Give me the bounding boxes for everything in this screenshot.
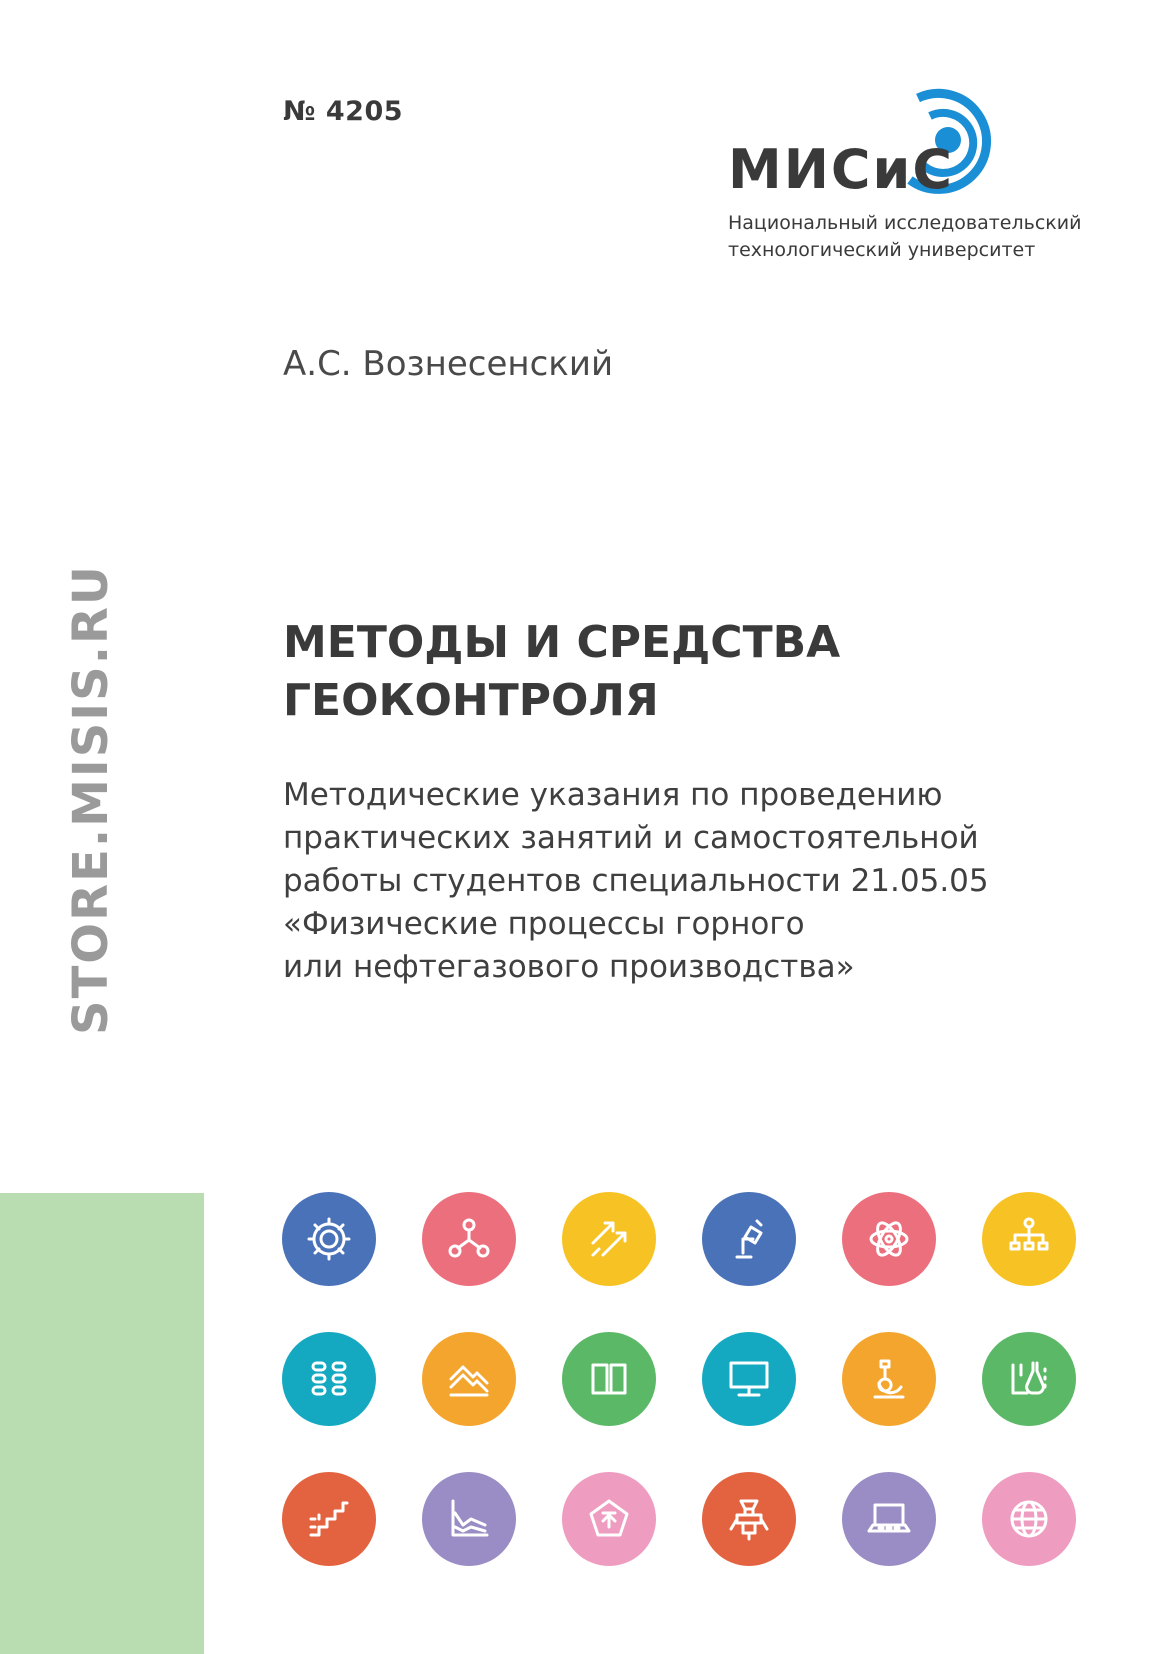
subtitle-line: «Физические процессы горного: [283, 906, 805, 942]
subtitle-line: работы студентов специальности 21.05.05: [283, 863, 989, 899]
logo-subtitle-line: Национальный исследовательский: [728, 212, 1082, 234]
chart-icon: [422, 1472, 516, 1566]
book-icon: [562, 1332, 656, 1426]
side-text: STORE.MISIS.RU: [63, 564, 119, 1035]
university-logo: [728, 88, 1128, 268]
author: А.С. Вознесенский: [283, 344, 614, 384]
subtitle-line: Методические указания по проведению: [283, 777, 943, 813]
robot-icon: [702, 1472, 796, 1566]
network-icon: [422, 1192, 516, 1286]
flask-icon: [982, 1332, 1076, 1426]
logo-subtitle-line: технологический университет: [728, 239, 1036, 261]
hierarchy-icon: [982, 1192, 1076, 1286]
subtitle-line: или нефтегазового производства»: [283, 949, 855, 985]
gear-icon: [282, 1192, 376, 1286]
logo-subtitle: [728, 210, 1081, 264]
page-subtitle: [283, 774, 1043, 989]
stairs-icon: [282, 1472, 376, 1566]
pentagon-icon: [562, 1472, 656, 1566]
page-title: [283, 614, 840, 730]
drill-icon: [702, 1192, 796, 1286]
laptop-icon: [842, 1472, 936, 1566]
mountain-icon: [422, 1332, 516, 1426]
monitor-icon: [702, 1332, 796, 1426]
logo-name: МИСиС: [728, 138, 955, 201]
grid-icon: [282, 1332, 376, 1426]
issue-number: № 4205: [283, 96, 404, 127]
title-line: ГЕОКОНТРОЛЯ: [283, 675, 659, 726]
title-line: МЕТОДЫ И СРЕДСТВА: [283, 617, 841, 668]
subtitle-line: практических занятий и самостоятельной: [283, 820, 979, 856]
microscope-icon: [842, 1332, 936, 1426]
globe-icon: [982, 1472, 1076, 1566]
green-decor-block: [0, 1193, 204, 1654]
arrows-icon: [562, 1192, 656, 1286]
atom-icon: [842, 1192, 936, 1286]
